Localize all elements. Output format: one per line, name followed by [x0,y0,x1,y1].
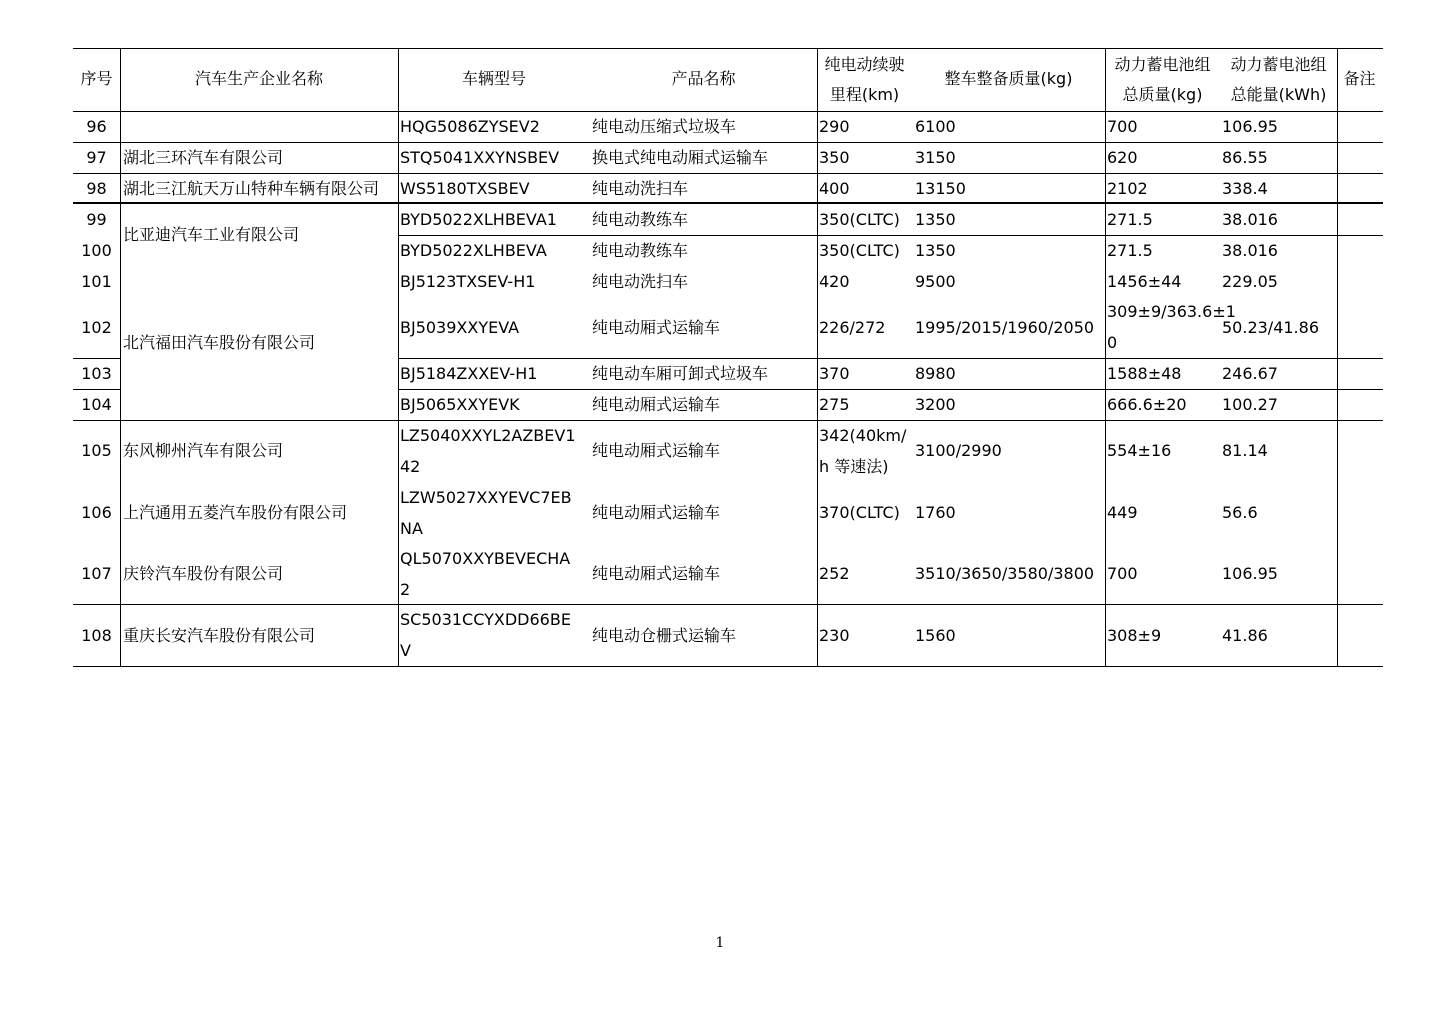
header-battery-energy-line2: 总能量(kWh) [1230,85,1327,104]
row-border [73,420,1383,421]
model-cell-line2: 42 [400,457,421,476]
manufacturer-cell: 湖北三江航天万山特种车辆有限公司 [123,179,380,198]
range-cell: 290 [819,117,850,136]
header-battery-mass-line1: 动力蓄电池组 [1114,55,1211,74]
range-cell: 420 [819,272,850,291]
battery-mass-cell: 620 [1107,148,1138,167]
model-cell: BJ5123TXSEV-H1 [400,272,536,291]
model-cell: BYD5022XLHBEVA1 [400,210,557,229]
model-cell-line1: SC5031CCYXDD66BE [400,610,571,629]
curb-weight-cell: 1560 [915,626,956,645]
battery-mass-cell: 1456±44 [1107,272,1182,291]
seq-cell: 108 [81,626,112,645]
manufacturer-cell: 重庆长安汽车股份有限公司 [123,626,316,645]
curb-weight-cell: 3200 [915,395,956,414]
manufacturer-cell: 湖北三环汽车有限公司 [123,148,284,167]
header-range-line2: 里程(km) [829,85,900,104]
model-cell: BJ5065XXYEVK [400,395,520,414]
battery-mass-cell: 554±16 [1107,441,1172,460]
range-cell: 226/272 [819,318,886,337]
curb-weight-cell: 6100 [915,117,956,136]
product-cell: 纯电动压缩式垃圾车 [592,117,737,136]
curb-weight-cell: 8980 [915,364,956,383]
curb-weight-cell: 13150 [915,179,966,198]
battery-energy-cell: 38.016 [1222,241,1278,260]
range-cell: 350(CLTC) [819,210,900,229]
curb-weight-cell: 3510/3650/3580/3800 [915,564,1095,583]
model-cell-line2: NA [400,519,423,538]
curb-weight-cell: 1350 [915,241,956,260]
product-cell: 纯电动厢式运输车 [592,395,721,414]
seq-cell: 107 [81,564,112,583]
model-cell: HQG5086ZYSEV2 [400,117,540,136]
battery-mass-cell: 308±9 [1107,626,1162,645]
col-border [120,48,121,667]
battery-energy-cell: 106.95 [1222,564,1278,583]
manufacturer-cell: 庆铃汽车股份有限公司 [123,564,284,583]
model-cell: BJ5184ZXXEV-H1 [400,364,538,383]
model-cell-line1: LZW5027XXYEVC7EB [400,488,572,507]
header-remark: 备注 [1343,69,1376,88]
battery-mass-cell: 271.5 [1107,241,1153,260]
battery-energy-cell: 41.86 [1222,626,1268,645]
model-cell-line2: 2 [400,580,411,599]
page-number: 1 [715,935,725,951]
battery-energy-cell: 246.67 [1222,364,1278,383]
header-range-line1: 纯电动续驶 [824,55,905,74]
seq-cell: 103 [81,364,112,383]
battery-mass-cell: 666.6±20 [1107,395,1187,414]
product-cell: 纯电动仓栅式运输车 [592,626,737,645]
range-cell: 230 [819,626,850,645]
header-model: 车辆型号 [461,69,526,88]
range-cell: 252 [819,564,850,583]
header-battery-mass-line2: 总质量(kg) [1122,85,1203,104]
product-cell: 纯电动洗扫车 [592,179,689,198]
battery-mass-cell-line2: 0 [1107,333,1118,352]
product-cell: 纯电动教练车 [592,241,689,260]
manufacturer-cell: 上汽通用五菱汽车股份有限公司 [123,503,348,522]
header-battery-energy-line1: 动力蓄电池组 [1230,55,1327,74]
seq-cell: 102 [81,318,112,337]
range-cell: 370 [819,364,850,383]
battery-mass-cell: 449 [1107,503,1138,522]
battery-energy-cell: 38.016 [1222,210,1278,229]
header-curb-weight: 整车整备质量(kg) [944,69,1073,88]
model-cell-line1: QL5070XXYBEVECHA [400,549,571,568]
seq-cell: 106 [81,503,112,522]
range-cell-line2: h 等速法) [819,457,889,476]
row-border [73,604,1383,605]
header-manufacturer: 汽车生产企业名称 [194,69,323,88]
seq-cell: 104 [81,395,112,414]
curb-weight-cell: 9500 [915,272,956,291]
range-cell: 400 [819,179,850,198]
model-cell: BYD5022XLHBEVA [400,241,547,260]
battery-energy-cell: 56.6 [1222,503,1258,522]
curb-weight-cell: 1995/2015/1960/2050 [915,318,1095,337]
product-cell: 纯电动厢式运输车 [592,564,721,583]
col-border [817,48,818,667]
range-cell: 370(CLTC) [819,503,900,522]
seq-cell: 101 [81,272,112,291]
seq-cell: 99 [86,210,107,229]
seq-cell: 100 [81,241,112,260]
product-cell: 纯电动教练车 [592,210,689,229]
model-cell: WS5180TXSBEV [400,179,530,198]
curb-weight-cell: 1350 [915,210,956,229]
range-cell: 275 [819,395,850,414]
manufacturer-cell-merged: 北汽福田汽车股份有限公司 [123,333,316,352]
table-top-border [73,48,1383,49]
battery-energy-cell: 86.55 [1222,148,1268,167]
battery-energy-cell: 100.27 [1222,395,1278,414]
seq-cell: 98 [86,179,107,198]
seq-cell: 105 [81,441,112,460]
col-border [398,48,399,667]
model-cell-line2: V [400,641,411,660]
model-cell: BJ5039XXYEVA [400,318,520,337]
range-cell-line1: 342(40km/ [819,426,907,445]
manufacturer-cell: 东风柳州汽车有限公司 [123,441,284,460]
col-border [1105,48,1106,667]
curb-weight-cell: 3100/2990 [915,441,1002,460]
range-cell: 350 [819,148,850,167]
header-product: 产品名称 [671,69,736,88]
battery-energy-cell: 50.23/41.86 [1222,318,1319,337]
battery-mass-cell: 271.5 [1107,210,1153,229]
model-cell-line1: LZ5040XXYL2AZBEV1 [400,426,576,445]
battery-energy-cell: 106.95 [1222,117,1278,136]
battery-mass-cell: 700 [1107,564,1138,583]
curb-weight-cell: 3150 [915,148,956,167]
col-border [1337,48,1338,667]
seq-cell: 96 [86,117,107,136]
battery-mass-cell: 1588±48 [1107,364,1182,383]
product-cell: 纯电动洗扫车 [592,272,689,291]
model-cell: STQ5041XXYNSBEV [400,148,560,167]
battery-energy-cell: 229.05 [1222,272,1278,291]
product-cell: 纯电动厢式运输车 [592,503,721,522]
battery-mass-cell-line1: 309±9/363.6±1 [1107,302,1236,321]
battery-mass-cell: 2102 [1107,179,1148,198]
battery-mass-cell: 700 [1107,117,1138,136]
curb-weight-cell: 1760 [915,503,956,522]
range-cell: 350(CLTC) [819,241,900,260]
battery-energy-cell: 338.4 [1222,179,1268,198]
product-cell: 纯电动厢式运输车 [592,441,721,460]
table-bottom-border [73,666,1383,667]
battery-energy-cell: 81.14 [1222,441,1268,460]
product-cell: 换电式纯电动厢式运输车 [592,148,769,167]
product-cell: 纯电动厢式运输车 [592,318,721,337]
product-cell: 纯电动车厢可卸式垃圾车 [592,364,769,383]
header-seq: 序号 [80,69,113,88]
seq-cell: 97 [86,148,107,167]
manufacturer-cell-merged: 比亚迪汽车工业有限公司 [123,225,300,244]
